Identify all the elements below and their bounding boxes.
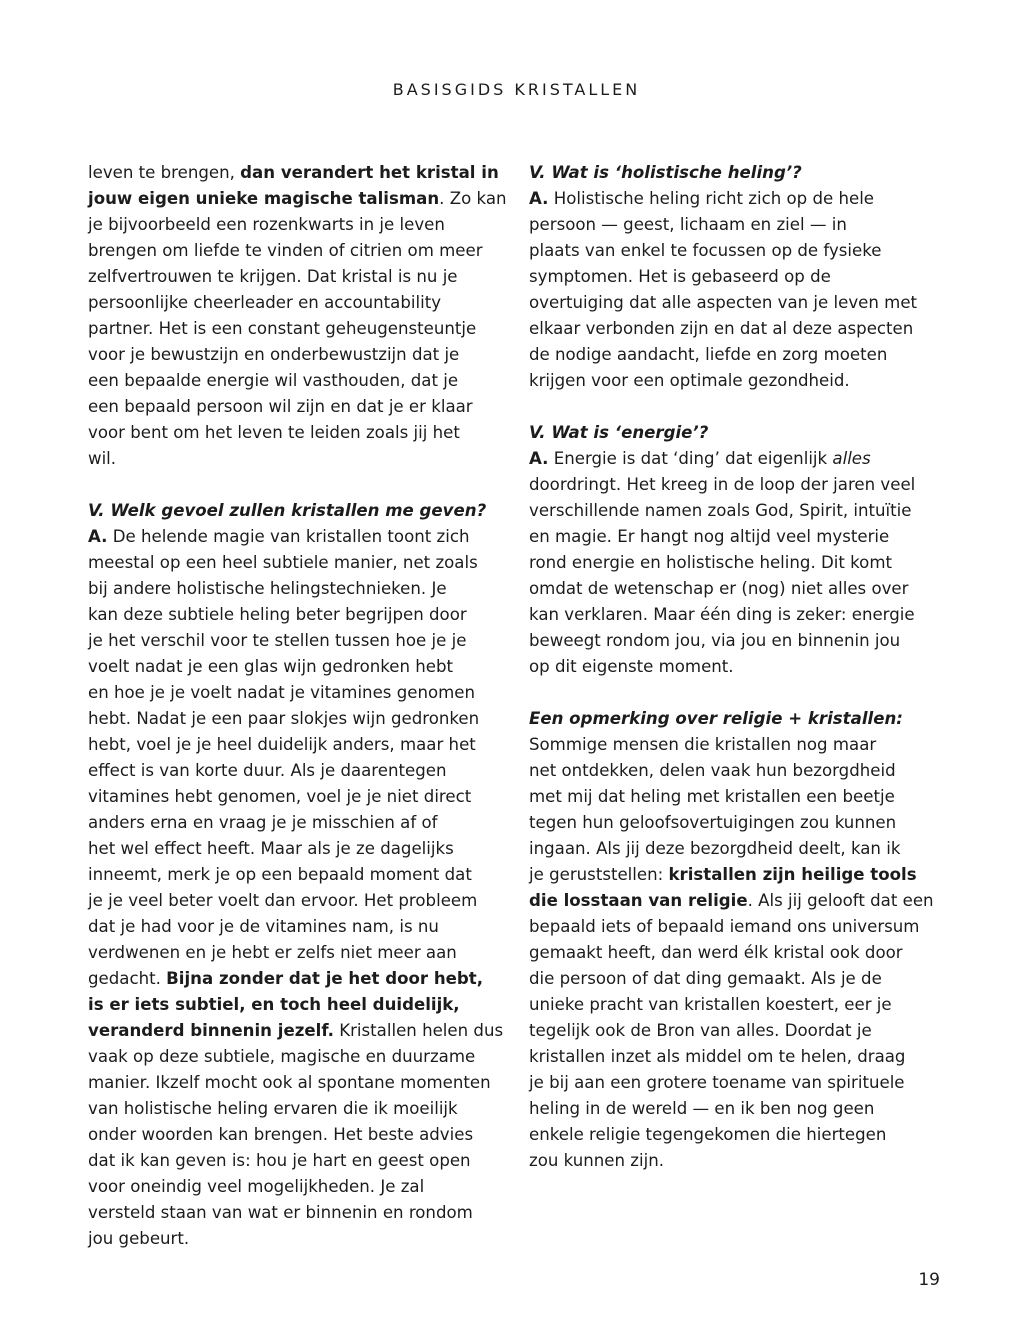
text-line — [88, 1174, 506, 1200]
text-span: je het verschil voor te stellen tussen hoe je je — [88, 631, 467, 650]
text-span: je bij aan een grotere toename van spirituele — [529, 1073, 905, 1092]
text-span: elkaar verbonden zijn en dat al deze aspecten — [529, 319, 914, 338]
text-span: tegelijk ook de Bron van alles. Doordat je — [529, 1021, 872, 1040]
text-line — [88, 836, 506, 862]
text-line — [529, 862, 942, 888]
text-span: rond energie en holistische heling. Dit komt — [529, 553, 893, 572]
left-column — [88, 160, 506, 1252]
text-line — [88, 420, 506, 446]
text-line — [529, 888, 942, 914]
text-line — [88, 1122, 506, 1148]
text-line — [88, 1018, 506, 1044]
text-line — [529, 706, 942, 732]
text-line — [88, 1096, 506, 1122]
bold-text: A. — [529, 449, 549, 468]
text-line — [529, 758, 942, 784]
text-line — [88, 966, 506, 992]
text-span: . Zo kan — [439, 189, 507, 208]
text-span: verdwenen en je hebt er zelfs niet meer aan — [88, 943, 457, 962]
bold-text: A. — [88, 527, 108, 546]
text-line — [529, 836, 942, 862]
text-line — [88, 1226, 506, 1252]
text-line — [529, 186, 942, 212]
paragraph-gap — [529, 394, 942, 420]
text-line — [529, 628, 942, 654]
text-line — [88, 186, 506, 212]
text-line — [88, 342, 506, 368]
text-span: meestal op een heel subtiele manier, net zoals — [88, 553, 478, 572]
text-line — [529, 1018, 942, 1044]
text-span: persoonlijke cheerleader en accountability — [88, 293, 442, 312]
text-span: op dit eigenste moment. — [529, 657, 734, 676]
text-span: manier. Ikzelf mocht ook al spontane momenten — [88, 1073, 491, 1092]
text-line — [88, 654, 506, 680]
text-span: vaak op deze subtiele, magische en duurzame — [88, 1047, 476, 1066]
text-span: die persoon of dat ding gemaakt. Als je de — [529, 969, 882, 988]
text-line — [88, 862, 506, 888]
text-span: een bepaalde energie wil vasthouden, dat je — [88, 371, 459, 390]
text-span: onder woorden kan brengen. Het beste advies — [88, 1125, 474, 1144]
text-span: en hoe je je voelt nadat je vitamines genomen — [88, 683, 476, 702]
text-span: de nodige aandacht, liefde en zorg moeten — [529, 345, 888, 364]
text-line — [88, 784, 506, 810]
text-span: wil. — [88, 449, 117, 468]
text-line — [529, 1096, 942, 1122]
text-line — [529, 576, 942, 602]
text-line — [529, 1070, 942, 1096]
text-span: doordringt. Het kreeg in de loop der jaren veel — [529, 475, 916, 494]
text-line — [529, 498, 942, 524]
text-line — [88, 1200, 506, 1226]
text-span: persoon — geest, lichaam en ziel — in — [529, 215, 847, 234]
text-span: plaats van enkel te focussen op de fysieke — [529, 241, 882, 260]
text-line — [529, 446, 942, 472]
text-span: symptomen. Het is gebaseerd op de — [529, 267, 831, 286]
text-line — [88, 1148, 506, 1174]
paragraph-gap — [88, 472, 506, 498]
text-line — [88, 524, 506, 550]
bold-text: Bijna zonder dat je het door hebt, — [166, 969, 484, 988]
text-line — [529, 1122, 942, 1148]
text-line — [88, 628, 506, 654]
text-line — [88, 758, 506, 784]
text-span: enkele religie tegengekomen die hiertegen — [529, 1125, 887, 1144]
text-span: Sommige mensen die kristallen nog maar — [529, 735, 877, 754]
text-line — [529, 914, 942, 940]
text-span: met mij dat heling met kristallen een beetje — [529, 787, 895, 806]
text-line — [529, 160, 942, 186]
text-line — [529, 368, 942, 394]
bold-text: is er iets subtiel, en toch heel duidelijk, — [88, 995, 460, 1014]
text-span: inneemt, merk je op een bepaald moment dat — [88, 865, 472, 884]
text-span: partner. Het is een constant geheugensteuntje — [88, 319, 477, 338]
text-line — [529, 940, 942, 966]
text-span: tegen hun geloofsovertuigingen zou kunnen — [529, 813, 897, 832]
bold-text: V. Wat is ‘energie’? — [529, 423, 709, 442]
text-line — [88, 394, 506, 420]
text-span: versteld staan van wat er binnenin en rondom — [88, 1203, 473, 1222]
text-span: krijgen voor een optimale gezondheid. — [529, 371, 850, 390]
text-span: voor je bewustzijn en onderbewustzijn dat je — [88, 345, 460, 364]
text-line — [88, 940, 506, 966]
text-line — [88, 1044, 506, 1070]
bold-text: Een opmerking over religie + kristallen: — [529, 709, 903, 728]
text-span: Holistische heling richt zich op de hele — [548, 189, 875, 208]
bold-text: A. — [529, 189, 549, 208]
text-line — [88, 290, 506, 316]
paragraph-gap — [529, 680, 942, 706]
text-span: je bijvoorbeeld een rozenkwarts in je leven — [88, 215, 445, 234]
right-column — [529, 160, 942, 1174]
bold-text: V. Welk gevoel zullen kristallen me geven? — [88, 501, 487, 520]
text-line — [88, 888, 506, 914]
bold-text: die losstaan van religie — [529, 891, 748, 910]
text-line — [88, 732, 506, 758]
text-span: zelfvertrouwen te krijgen. Dat kristal is nu je — [88, 267, 458, 286]
text-span: voor oneindig veel mogelijkheden. Je zal — [88, 1177, 425, 1196]
text-span: gemaakt heeft, dan werd élk kristal ook door — [529, 943, 903, 962]
text-line — [88, 316, 506, 342]
text-line — [529, 992, 942, 1018]
text-span: zou kunnen zijn. — [529, 1151, 665, 1170]
text-span: je geruststellen: — [529, 865, 669, 884]
text-line — [88, 446, 506, 472]
text-span: dat ik kan geven is: hou je hart en geest open — [88, 1151, 471, 1170]
text-span: kristallen inzet als middel om te helen, draag — [529, 1047, 906, 1066]
text-span: je je veel beter voelt dan ervoor. Het probleem — [88, 891, 478, 910]
text-span: vitamines hebt genomen, voel je je niet direct — [88, 787, 472, 806]
text-span: hebt. Nadat je een paar slokjes wijn gedronken — [88, 709, 480, 728]
text-line — [88, 368, 506, 394]
text-span: een bepaald persoon wil zijn en dat je er klaar — [88, 397, 473, 416]
text-span: bij andere holistische helingstechnieken. Je — [88, 579, 447, 598]
text-span: . Als jij gelooft dat een — [747, 891, 934, 910]
text-line — [529, 264, 942, 290]
text-span: anders erna en vraag je je misschien af of — [88, 813, 438, 832]
text-span: effect is van korte duur. Als je daarentegen — [88, 761, 447, 780]
bold-text: kristallen zijn heilige tools — [668, 865, 917, 884]
text-line — [88, 238, 506, 264]
text-span: voelt nadat je een glas wijn gedronken hebt — [88, 657, 454, 676]
italic-text: alles — [832, 449, 871, 468]
text-span: hebt, voel je je heel duidelijk anders, maar het — [88, 735, 476, 754]
text-line — [529, 732, 942, 758]
text-span: gedacht. — [88, 969, 167, 988]
text-line — [529, 316, 942, 342]
text-span: kan verklaren. Maar één ding is zeker: energie — [529, 605, 915, 624]
text-line — [529, 290, 942, 316]
bold-text: V. Wat is ‘holistische heling’? — [529, 163, 802, 182]
text-line — [88, 1070, 506, 1096]
text-span: brengen om liefde te vinden of citrien om meer — [88, 241, 483, 260]
text-span: Energie is dat ‘ding’ dat eigenlijk — [548, 449, 833, 468]
text-span: beweegt rondom jou, via jou en binnenin jou — [529, 631, 901, 650]
text-line — [529, 550, 942, 576]
text-line — [529, 1044, 942, 1070]
text-span: overtuiging dat alle aspecten van je leven met — [529, 293, 918, 312]
text-line — [88, 706, 506, 732]
text-span: dat je had voor je de vitamines nam, is nu — [88, 917, 439, 936]
text-span: kan deze subtiele heling beter begrijpen door — [88, 605, 467, 624]
text-span: van holistische heling ervaren die ik moeilijk — [88, 1099, 458, 1118]
text-line — [529, 966, 942, 992]
text-line — [88, 264, 506, 290]
text-line — [529, 472, 942, 498]
text-line — [529, 654, 942, 680]
text-line — [529, 238, 942, 264]
text-span: bepaald iets of bepaald iemand ons universum — [529, 917, 920, 936]
text-line — [88, 680, 506, 706]
text-line — [88, 498, 506, 524]
text-span: verschillende namen zoals God, Spirit, intuïtie — [529, 501, 912, 520]
text-span: heling in de wereld — en ik ben nog geen — [529, 1099, 875, 1118]
text-span: omdat de wetenschap er (nog) niet alles over — [529, 579, 909, 598]
text-span: ingaan. Als jij deze bezorgdheid deelt, kan ik — [529, 839, 901, 858]
text-line — [88, 212, 506, 238]
text-span: unieke pracht van kristallen koestert, eer je — [529, 995, 892, 1014]
bold-text: dan verandert het kristal in — [240, 163, 499, 182]
text-span: net ontdekken, delen vaak hun bezorgdheid — [529, 761, 896, 780]
page-number: 19 — [918, 1270, 940, 1290]
text-line — [529, 1148, 942, 1174]
text-line — [529, 212, 942, 238]
text-line — [529, 342, 942, 368]
text-line — [88, 914, 506, 940]
text-span: De helende magie van kristallen toont zich — [107, 527, 470, 546]
text-span: jou gebeurt. — [88, 1229, 190, 1248]
text-line — [529, 810, 942, 836]
running-header: BASISGIDS KRISTALLEN — [392, 80, 641, 99]
text-line — [88, 810, 506, 836]
text-line — [88, 992, 506, 1018]
text-line — [88, 602, 506, 628]
text-line — [529, 602, 942, 628]
text-line — [88, 576, 506, 602]
text-span: het wel effect heeft. Maar als je ze dagelijks — [88, 839, 454, 858]
text-span: voor bent om het leven te leiden zoals jij het — [88, 423, 460, 442]
text-span: en magie. Er hangt nog altijd veel mysterie — [529, 527, 890, 546]
text-line — [529, 524, 942, 550]
text-line — [529, 420, 942, 446]
text-span: Kristallen helen dus — [333, 1021, 504, 1040]
text-span: leven te brengen, — [88, 163, 241, 182]
bold-text: jouw eigen unieke magische talisman — [88, 189, 440, 208]
text-line — [529, 784, 942, 810]
text-line — [88, 550, 506, 576]
bold-text: veranderd binnenin jezelf. — [88, 1021, 334, 1040]
text-line — [88, 160, 506, 186]
